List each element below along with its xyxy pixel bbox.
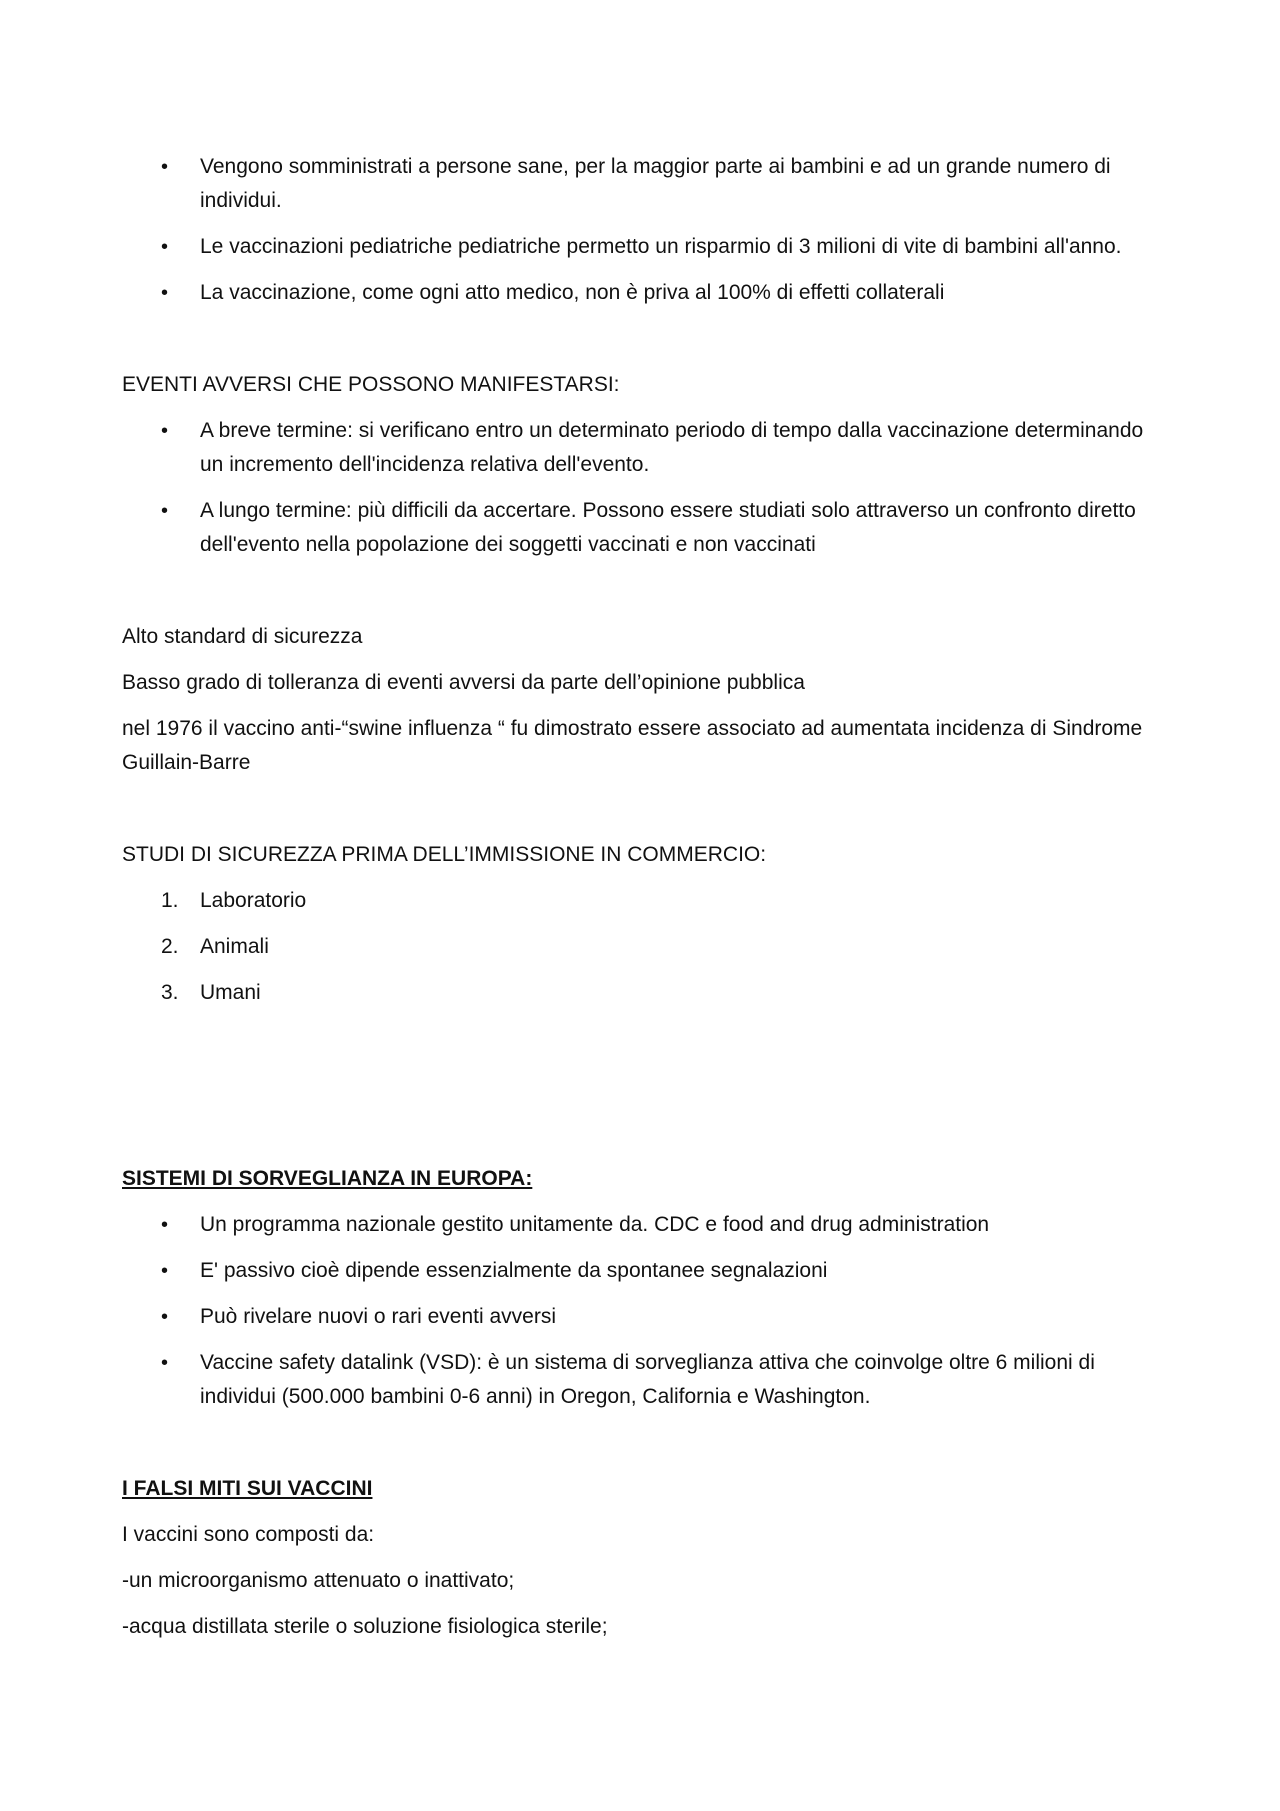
document-content <box>122 150 1162 1656</box>
paragraph: -un microorganismo attenuato o inattivato; <box>122 1569 515 1592</box>
bullet-marker: • <box>161 420 169 442</box>
list-item-text: Un programma nazionale gestito unitamente da. CDC e food and drug administration <box>200 1213 990 1236</box>
adverse-events-heading: EVENTI AVVERSI CHE POSSONO MANIFESTARSI: <box>122 373 620 396</box>
list-number: 1. <box>161 889 179 912</box>
list-item-text: Può rivelare nuovi o rari eventi avversi <box>200 1305 556 1328</box>
list-item-text: La vaccinazione, come ogni atto medico, non è priva al 100% di effetti collaterali <box>200 281 945 304</box>
list-item-text: Umani <box>200 981 261 1004</box>
list-item <box>122 1346 1162 1414</box>
list-item <box>122 1208 1162 1242</box>
surveillance-heading: SISTEMI DI SORVEGLIANZA IN EUROPA: <box>122 1167 533 1190</box>
list-item <box>122 930 1162 964</box>
safety-studies-heading: STUDI DI SICUREZZA PRIMA DELL’IMMISSIONE IN COMMERCIO: <box>122 843 767 866</box>
list-item <box>122 276 1162 310</box>
list-item-text: Le vaccinazioni pediatriche pediatriche permetto un risparmio di 3 milioni di vite di bambini all'anno. <box>200 235 1122 258</box>
paragraph: Alto standard di sicurezza <box>122 625 363 648</box>
adverse-events-list <box>122 414 1162 562</box>
list-item-text: A breve termine: si verificano entro un determinato periodo di tempo dalla vaccinazione determinando un incremento dell'incidenza relativa dell'evento. <box>200 419 1144 476</box>
list-item <box>122 884 1162 918</box>
paragraph: -acqua distillata sterile o soluzione fisiologica sterile; <box>122 1615 608 1638</box>
list-item <box>122 976 1162 1010</box>
paragraph: Basso grado di tolleranza di eventi avversi da parte dell’opinione pubblica <box>122 671 805 694</box>
bullet-marker: • <box>161 500 169 522</box>
bullet-marker: • <box>161 1260 169 1282</box>
list-item <box>122 150 1162 218</box>
surveillance-list <box>122 1208 1162 1414</box>
intro-bullet-list <box>122 150 1162 310</box>
bullet-marker: • <box>161 1214 169 1236</box>
list-number: 2. <box>161 935 179 958</box>
list-item <box>122 230 1162 264</box>
paragraph: nel 1976 il vaccino anti-“swine influenza “ fu dimostrato essere associato ad aumentata incidenza di Sindrome Guillain-Barre <box>122 717 1143 774</box>
list-item <box>122 414 1162 482</box>
bullet-marker: • <box>161 282 169 304</box>
bullet-marker: • <box>161 1352 169 1374</box>
list-item-text: Vengono somministrati a persone sane, per la maggior parte ai bambini e ad un grande numero di individui. <box>200 155 1111 212</box>
list-item-text: Animali <box>200 935 269 958</box>
list-item-text: E' passivo cioè dipende essenzialmente da spontanee segnalazioni <box>200 1259 828 1282</box>
safety-studies-list <box>122 884 1162 1010</box>
list-item-text: Laboratorio <box>200 889 307 912</box>
list-number: 3. <box>161 981 179 1004</box>
list-item <box>122 1300 1162 1334</box>
list-item <box>122 1254 1162 1288</box>
bullet-marker: • <box>161 1306 169 1328</box>
bullet-marker: • <box>161 236 169 258</box>
list-item-text: A lungo termine: più difficili da accertare. Possono essere studiati solo attraverso un confronto diretto dell'evento nella popolazione dei soggetti vaccinati e non vaccinati <box>200 499 1136 556</box>
paragraph: I vaccini sono composti da: <box>122 1523 375 1546</box>
myths-heading: I FALSI MITI SUI VACCINI <box>122 1477 373 1500</box>
list-item-text: Vaccine safety datalink (VSD): è un sistema di sorveglianza attiva che coinvolge oltre 6 milioni di individui (500.000 bambini 0-6 anni) in Oregon, California e Washington. <box>200 1351 1095 1408</box>
list-item <box>122 494 1162 562</box>
bullet-marker: • <box>161 156 169 178</box>
